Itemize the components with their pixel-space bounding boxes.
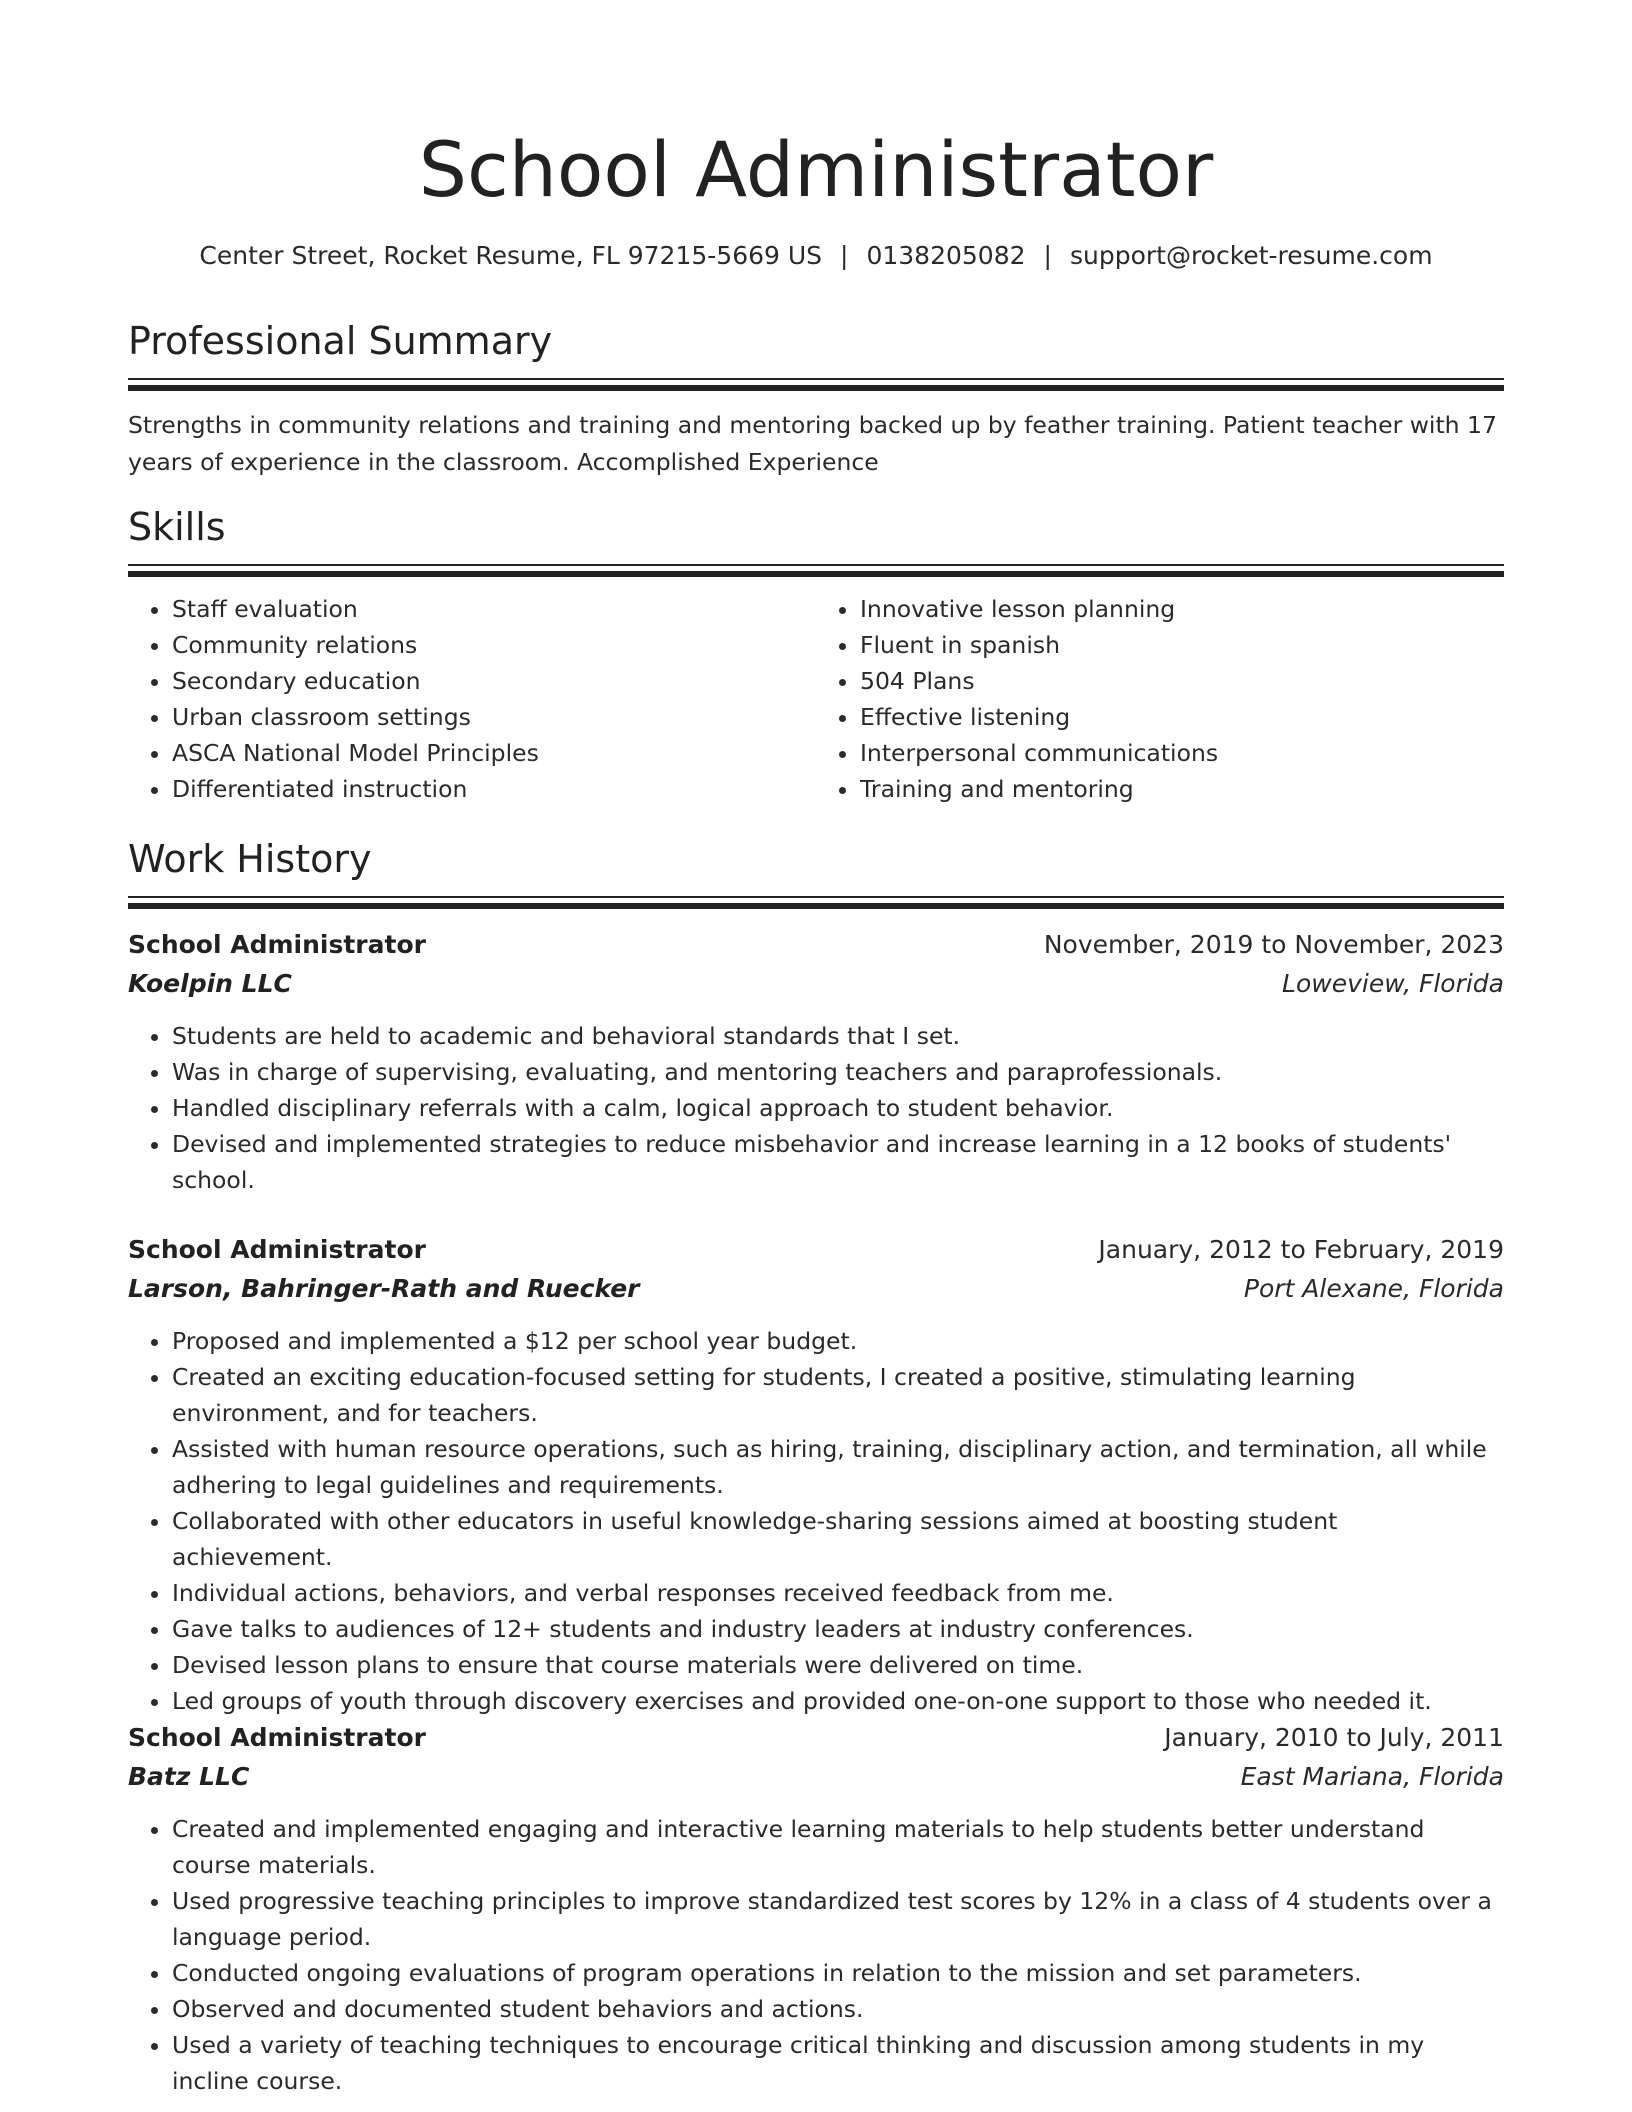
skill-item: • Secondary education — [172, 663, 816, 699]
section-rule — [128, 903, 1504, 909]
skills-heading: Skills — [128, 505, 226, 549]
section-rule — [128, 378, 1504, 380]
summary-heading: Professional Summary — [128, 319, 553, 363]
contact-email: support@rocket-resume.com — [1069, 241, 1433, 270]
job-location: Loweview, Florida — [1282, 969, 1504, 998]
job-bullets — [128, 1323, 1504, 1719]
skill-item: • Differentiated instruction — [172, 771, 816, 807]
skills-list-left — [128, 591, 816, 807]
job-bullet: • Created an exciting education-focused setting for students, I created a positive, stimulating learning environment, and for teachers. — [172, 1359, 1504, 1431]
contact-separator: | — [840, 241, 849, 270]
skill-item: • Community relations — [172, 627, 816, 663]
job-location: East Mariana, Florida — [1240, 1762, 1504, 1791]
skill-item: • Urban classroom settings — [172, 699, 816, 735]
skill-item: • Interpersonal communications — [860, 735, 1504, 771]
job-bullet: • Individual actions, behaviors, and verbal responses received feedback from me. — [172, 1575, 1504, 1611]
contact-phone: 0138205082 — [866, 241, 1026, 270]
job-bullets — [128, 1018, 1504, 1198]
job-title: School Administrator — [128, 930, 426, 959]
job-company: Larson, Bahringer-Rath and Ruecker — [128, 1274, 640, 1303]
work-history-section — [128, 834, 1504, 909]
skills-list-right — [816, 591, 1504, 807]
job-bullet: • Used progressive teaching principles to improve standardized test scores by 12% in a class of 4 students over a language period. — [172, 1883, 1504, 1955]
job-entry — [128, 1719, 1504, 2099]
skills-columns — [128, 591, 1504, 807]
job-title: School Administrator — [128, 1723, 426, 1752]
job-dates: January, 2010 to July, 2011 — [1164, 1723, 1504, 1752]
job-bullet: • Students are held to academic and behavioral standards that I set. — [172, 1018, 1504, 1054]
skill-item: • Effective listening — [860, 699, 1504, 735]
job-bullet: • Created and implemented engaging and interactive learning materials to help students better understand course materials. — [172, 1811, 1504, 1883]
contact-line — [128, 238, 1504, 274]
skill-item: • 504 Plans — [860, 663, 1504, 699]
job-bullet: • Used a variety of teaching techniques to encourage critical thinking and discussion among students in my incline course. — [172, 2027, 1504, 2099]
job-bullet: • Was in charge of supervising, evaluating, and mentoring teachers and paraprofessionals. — [172, 1054, 1504, 1090]
job-bullet: • Collaborated with other educators in useful knowledge-sharing sessions aimed at boosting student achievement. — [172, 1503, 1504, 1575]
job-bullet: • Devised and implemented strategies to reduce misbehavior and increase learning in a 12 books of students' school. — [172, 1126, 1504, 1198]
job-bullets — [128, 1811, 1504, 2099]
job-entry — [128, 1231, 1504, 1719]
job-bullet: • Led groups of youth through discovery exercises and provided one-on-one support to those who needed it. — [172, 1683, 1504, 1719]
section-rule — [128, 385, 1504, 391]
job-company: Koelpin LLC — [128, 969, 292, 998]
job-bullet: • Conducted ongoing evaluations of program operations in relation to the mission and set parameters. — [172, 1955, 1504, 1991]
job-title: School Administrator — [128, 1235, 426, 1264]
skill-item: • Fluent in spanish — [860, 627, 1504, 663]
job-dates: November, 2019 to November, 2023 — [1043, 930, 1504, 959]
job-bullet: • Assisted with human resource operations, such as hiring, training, disciplinary action, and termination, all while adhering to legal guidelines and requirements. — [172, 1431, 1504, 1503]
skills-section — [128, 502, 1504, 807]
work-history-heading: Work History — [128, 837, 372, 881]
job-company: Batz LLC — [128, 1762, 250, 1791]
candidate-name: School Administrator — [418, 125, 1214, 214]
job-bullet: • Handled disciplinary referrals with a calm, logical approach to student behavior. — [172, 1090, 1504, 1126]
skill-item: • Staff evaluation — [172, 591, 816, 627]
section-rule — [128, 896, 1504, 898]
job-bullet: • Proposed and implemented a $12 per school year budget. — [172, 1323, 1504, 1359]
job-bullet: • Gave talks to audiences of 12+ students and industry leaders at industry conferences. — [172, 1611, 1504, 1647]
section-rule — [128, 564, 1504, 566]
job-bullet: • Observed and documented student behaviors and actions. — [172, 1991, 1504, 2027]
job-dates: January, 2012 to February, 2019 — [1098, 1235, 1504, 1264]
skill-item: • Innovative lesson planning — [860, 591, 1504, 627]
contact-separator: | — [1043, 241, 1052, 270]
summary-section — [128, 316, 1504, 481]
skill-item: • Training and mentoring — [860, 771, 1504, 807]
job-location: Port Alexane, Florida — [1243, 1274, 1504, 1303]
skill-item: • ASCA National Model Principles — [172, 735, 816, 771]
job-entry — [128, 926, 1504, 1198]
summary-text: Strengths in community relations and training and mentoring backed up by feather training. Patient teacher with 17 years of experience in the classroom. Accomplished Experience — [128, 411, 1497, 476]
contact-address: Center Street, Rocket Resume, FL 97215-5669 US — [199, 241, 823, 270]
section-rule — [128, 571, 1504, 577]
job-bullet: • Devised lesson plans to ensure that course materials were delivered on time. — [172, 1647, 1504, 1683]
